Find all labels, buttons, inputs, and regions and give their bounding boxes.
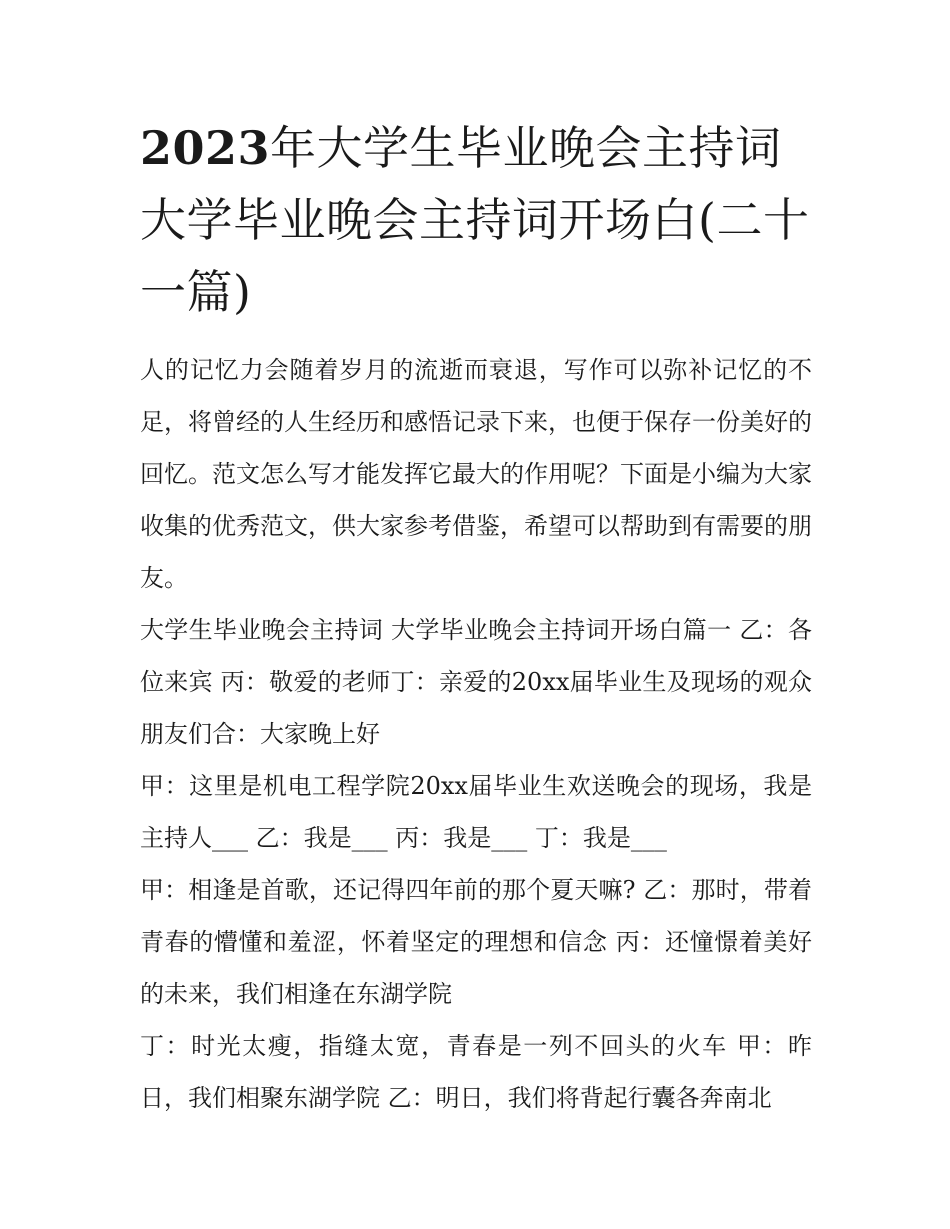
body-paragraph: 甲：相逢是首歌，还记得四年前的那个夏天嘛? 乙：那时，带着青春的懵懂和羞涩，怀着坚定的理想和信念 丙：还憧憬着美好的未来，我们相逢在东湖学院: [140, 876, 812, 1008]
document-title: [140, 112, 812, 328]
intro-paragraph: 人的记忆力会随着岁月的流逝而衰退，写作可以弥补记忆的不足，将曾经的人生经历和感悟记录下来，也便于保存一份美好的回忆。范文怎么写才能发挥它最大的作用呢？下面是小编为大家收集的优秀范文，供大家参考借鉴，希望可以帮助到有需要的朋友。: [140, 356, 812, 592]
document-page: [140, 112, 812, 1124]
body-paragraph: 大学生毕业晚会主持词 大学毕业晚会主持词开场白篇一 乙：各位来宾 丙：敬爱的老师丁：亲爱的20xx届毕业生及现场的观众朋友们合：大家晚上好: [140, 616, 812, 748]
title-text: 年大学生毕业晚会主持词 大学毕业晚会主持词开场白(二十一篇): [140, 121, 810, 319]
title-year: 2023: [140, 121, 271, 175]
body-paragraph: 丁：时光太瘦，指缝太宽，青春是一列不回头的火车 甲：昨日，我们相聚东湖学院 乙：明日，我们将背起行囊各奔南北: [140, 1032, 812, 1112]
body-paragraph: 甲：这里是机电工程学院20xx届毕业生欢送晚会的现场，我是主持人___ 乙：我是___ 丙：我是___ 丁：我是___: [140, 772, 812, 852]
